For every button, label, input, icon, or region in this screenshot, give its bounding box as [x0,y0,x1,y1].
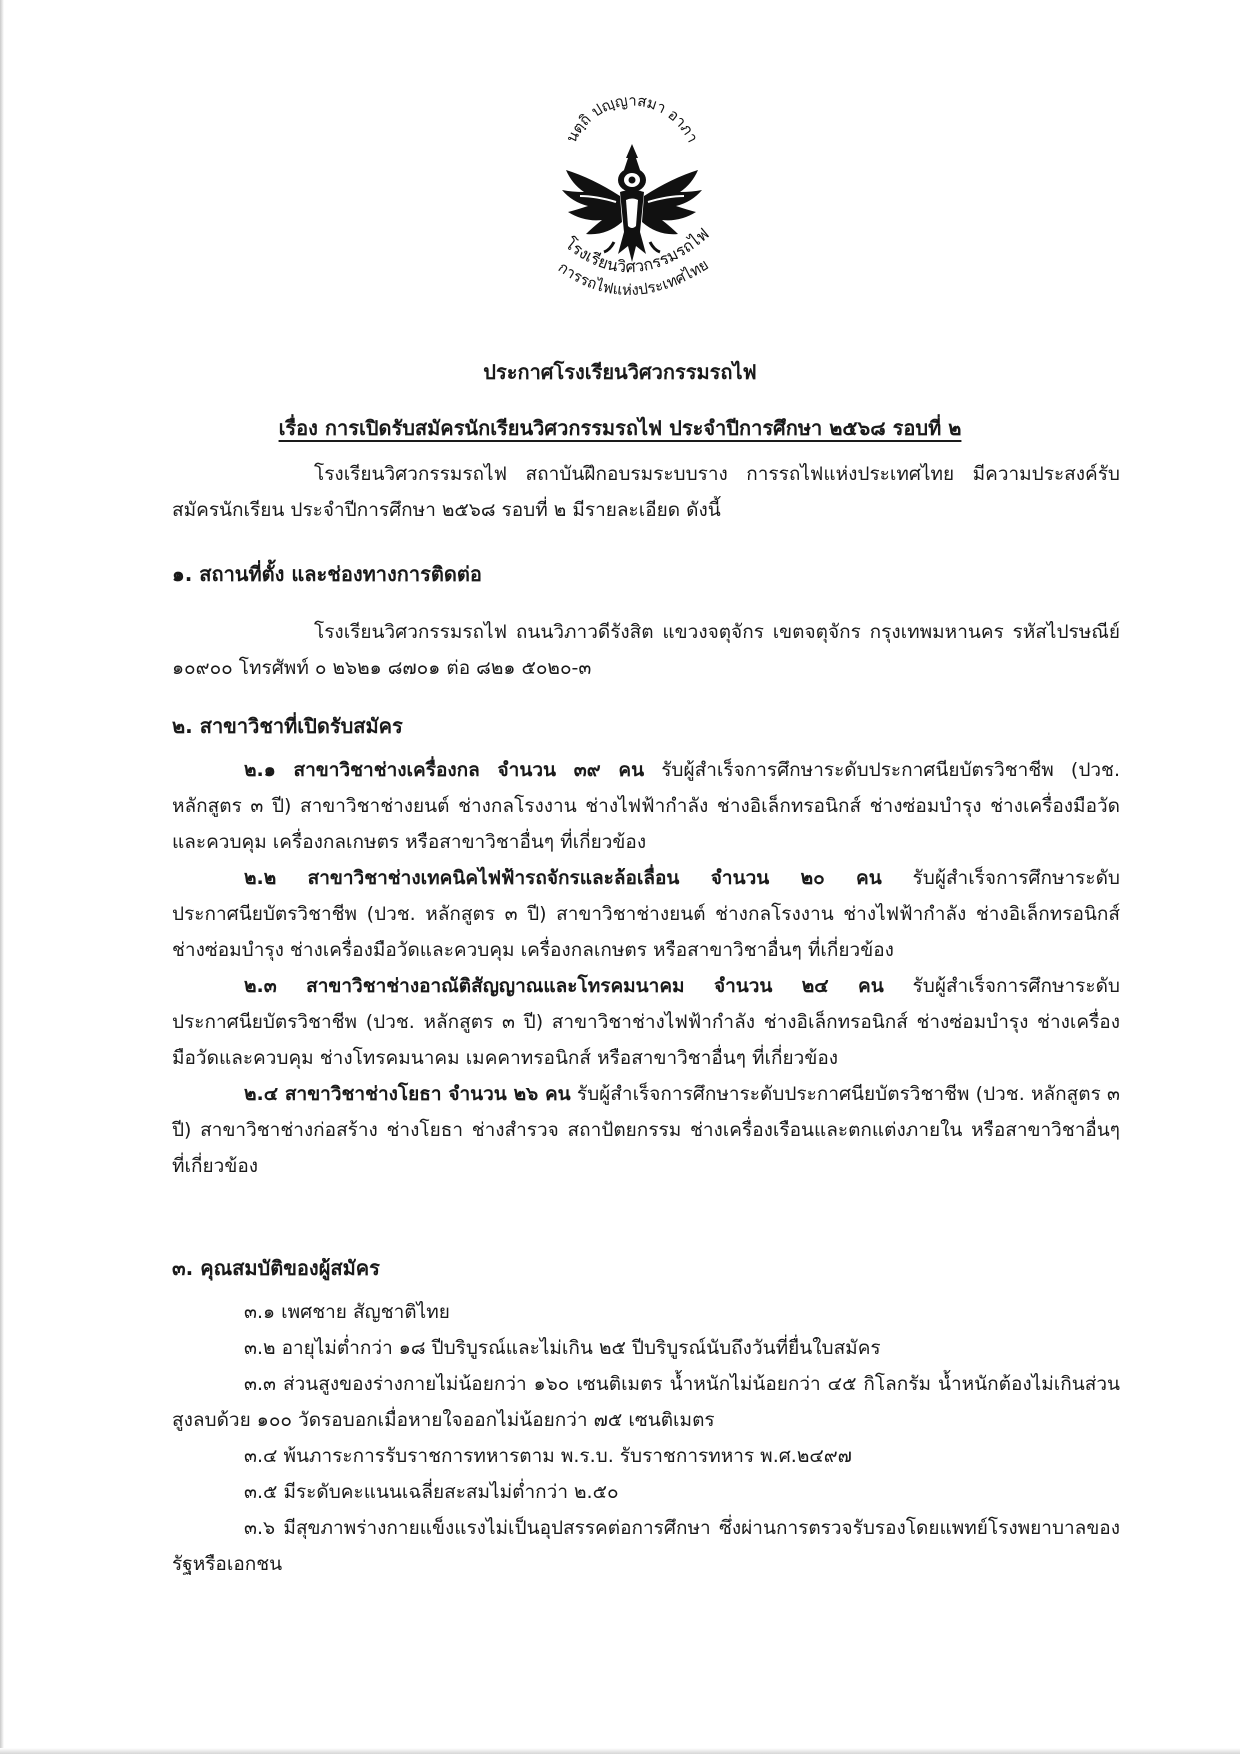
qualification-item: ๓.๕ มีระดับคะแนนเฉลี่ยสะสมไม่ต่ำกว่า ๒.๕๐ [244,1481,619,1503]
section-3 [172,1250,1120,1582]
section-2-heading: ๒. สาขาวิชาที่เปิดรับสมัคร [172,714,403,738]
program-description: รับผู้สำเร็จการศึกษาระดับประกาศนียบัตรวิชาชีพ (ปวช. หลักสูตร ๓ ปี) สาขาวิชาช่างไฟฟ้ากำลัง ช่างอิเล็กทรอนิกส์ ช่างซ่อมบำรุง ช่างเครื่องมือวัดและควบคุม ช่างโทรคมนาคม เมคคาทรอนิกส์ หรือสาขาวิชาอื่นๆ ที่เกี่ยวข้อง [172,975,1120,1069]
program-item [172,752,1120,860]
intro-paragraph: โรงเรียนวิศวกรรมรถไฟ สถาบันฝึกอบรมระบบราง การรถไฟแห่งประเทศไทย มีความประสงค์รับสมัครนักเรียน ประจำปีการศึกษา ๒๕๖๘ รอบที่ ๒ มีรายละเอียด ดังนี้ [172,463,1120,521]
scan-edge-left [0,0,4,1754]
program-item [172,968,1120,1076]
program-item [172,860,1120,968]
program-description: รับผู้สำเร็จการศึกษาระดับประกาศนียบัตรวิชาชีพ (ปวช. หลักสูตร ๓ ปี) สาขาวิชาช่างยนต์ ช่างกลโรงงาน ช่างไฟฟ้ากำลัง ช่างอิเล็กทรอนิกส์ ช่างซ่อมบำรุง ช่างเครื่องมือวัดและควบคุม เครื่องกลเกษตร หรือสาขาวิชาอื่นๆ ที่เกี่ยวข้อง [172,759,1120,853]
announcement-title: ประกาศโรงเรียนวิศวกรรมรถไฟ [483,360,757,384]
section-3-heading: ๓. คุณสมบัติของผู้สมัคร [172,1256,380,1280]
logo-motto-text: นตฺถิ ปญฺญาสมา อาภา [562,92,702,146]
qualification-item: ๓.๖ มีสุขภาพร่างกายแข็งแรงไม่เป็นอุปสรรคต่อการศึกษา ซึ่งผ่านการตรวจรับรองโดยแพทย์โรงพยาบาลของรัฐหรือเอกชน [172,1517,1120,1575]
announcement-subject: เรื่อง การเปิดรับสมัครนักเรียนวิศวกรรมรถไฟ ประจำปีการศึกษา ๒๕๖๘ รอบที่ ๒ [278,416,962,440]
program-description: รับผู้สำเร็จการศึกษาระดับประกาศนียบัตรวิชาชีพ (ปวช. หลักสูตร ๓ ปี) สาขาวิชาช่างก่อสร้าง ช่างโยธา ช่างสำรวจ สถาปัตยกรรม ช่างเครื่องเรือนและตกแต่งภายใน หรือสาขาวิชาอื่นๆ ที่เกี่ยวข้อง [172,1083,1120,1177]
section-1-body: โรงเรียนวิศวกรรมรถไฟ ถนนวิภาวดีรังสิต แขวงจตุจักร เขตจตุจักร กรุงเทพมหานคร รหัสไปรษณีย์ ๑๐๙๐๐ โทรศัพท์ ๐ ๒๖๒๑ ๘๗๐๑ ต่อ ๘๒๑ ๕๐๒๐-๓ [172,621,1120,679]
school-logo-emblem [532,92,732,322]
qualification-item: ๓.๔ พ้นภาระการรับราชการทหารตาม พ.ร.บ. รับราชการทหาร พ.ศ.๒๔๙๗ [244,1445,852,1467]
qualification-item: ๓.๑ เพศชาย สัญชาติไทย [244,1301,450,1323]
section-2 [172,708,1120,1184]
logo-school-name: โรงเรียนวิศวกรรมรถไฟ [561,224,713,277]
qualification-item: ๓.๒ อายุไม่ต่ำกว่า ๑๘ ปีบริบูรณ์และไม่เกิน ๒๕ ปีบริบูรณ์นับถึงวันที่ยื่นใบสมัคร [244,1337,881,1359]
program-description: รับผู้สำเร็จการศึกษาระดับประกาศนียบัตรวิชาชีพ (ปวช. หลักสูตร ๓ ปี) สาขาวิชาช่างยนต์ ช่างกลโรงงาน ช่างไฟฟ้ากำลัง ช่างอิเล็กทรอนิกส์ ช่างซ่อมบำรุง ช่างเครื่องมือวัดและควบคุม เครื่องกลเกษตร หรือสาขาวิชาอื่นๆ ที่เกี่ยวข้อง [172,867,1120,961]
section-1 [172,556,1120,686]
qualification-item: ๓.๓ ส่วนสูงของร่างกายไม่น้อยกว่า ๑๖๐ เซนติเมตร น้ำหนักไม่น้อยกว่า ๔๕ กิโลกรัม น้ำหนักต้องไม่เกินส่วนสูงลบด้วย ๑๐๐ วัดรอบอกเมื่อหายใจออกไม่น้อยกว่า ๗๕ เซนติเมตร [172,1373,1120,1431]
program-title: ๒.๓ สาขาวิชาช่างอาณัติสัญญาณและโทรคมนาคม จำนวน ๒๔ คน [244,975,884,997]
program-title: ๒.๑ สาขาวิชาช่างเครื่องกล จำนวน ๓๙ คน [244,759,645,781]
program-title: ๒.๔ สาขาวิชาช่างโยธา จำนวน ๒๖ คน [244,1083,571,1105]
scan-edge-bottom [0,1748,1240,1754]
intro-block [172,456,1120,528]
program-title: ๒.๒ สาขาวิชาช่างเทคนิคไฟฟ้ารถจักรและล้อเลื่อน จำนวน ๒๐ คน [244,867,882,889]
program-item [172,1076,1120,1184]
logo-organization-name: การรถไฟแห่งประเทศไทย [554,255,712,300]
section-1-heading: ๑. สถานที่ตั้ง และช่องทางการติดต่อ [172,562,482,586]
svg-text:นตฺถิ ปญฺญาสมา อาภา [562,92,702,145]
